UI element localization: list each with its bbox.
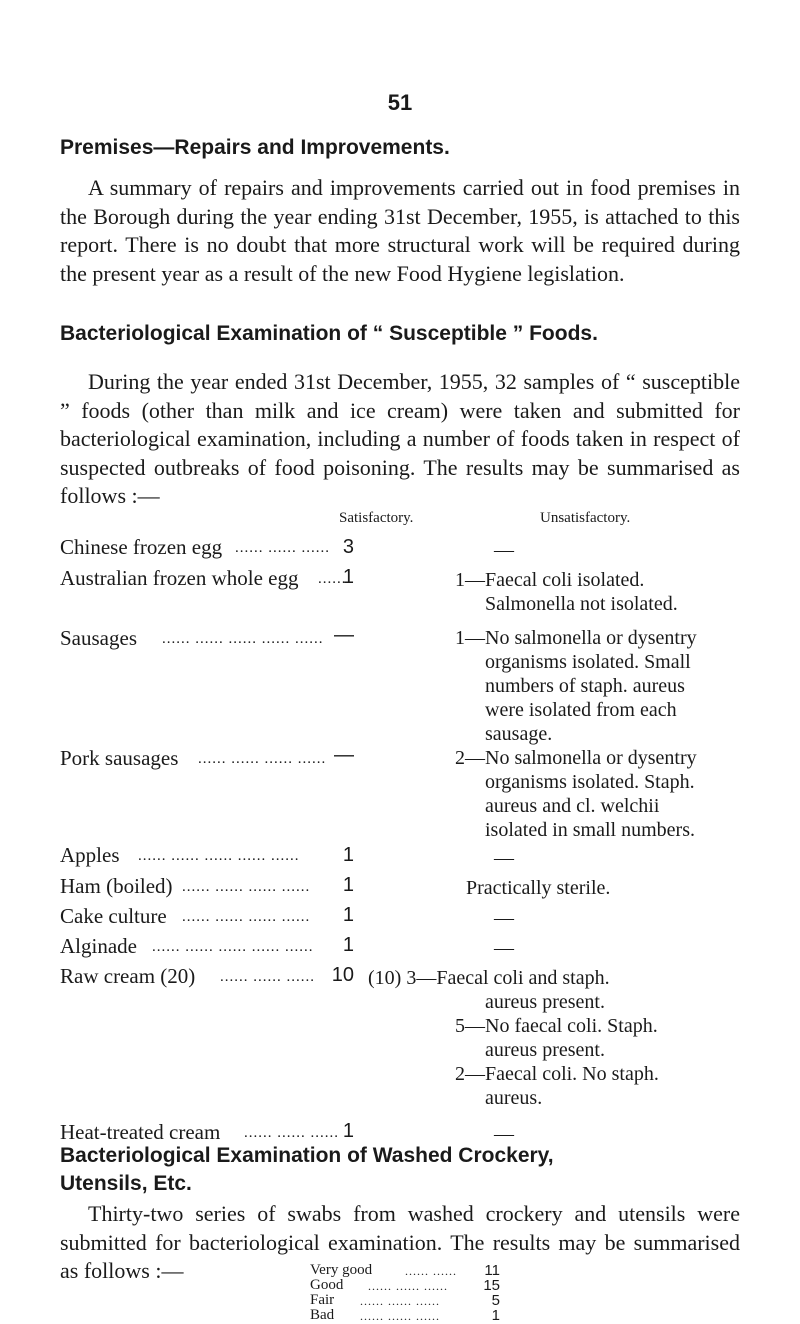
- row-dots: ...... ...... ......: [220, 969, 315, 985]
- unsat-line: —: [494, 847, 514, 869]
- row-name: Pork sausages: [60, 746, 179, 770]
- row-satisfactory: 1: [342, 874, 354, 896]
- row-dots: ...... ...... ...... ......: [182, 879, 311, 895]
- unsat-line: aureus and cl. welchii: [485, 795, 660, 817]
- row-unsatisfactory: [494, 538, 779, 562]
- heading-washed-crockery-line1: Bacteriological Examination of Washed Crockery,: [60, 1144, 554, 1167]
- unsat-line: were isolated from each: [485, 699, 677, 721]
- heading-susceptible-foods: Bacteriological Examination of “ Susceptible ” Foods.: [60, 322, 598, 345]
- row-name: Sausages: [60, 626, 137, 650]
- row-satisfactory: —: [334, 744, 354, 766]
- row-dots: ...... ...... ...... ...... ......: [152, 939, 314, 955]
- unsat-line: isolated in small numbers.: [485, 819, 695, 841]
- heading-washed-crockery: [60, 1142, 554, 1198]
- crockery-result-value: 11: [484, 1262, 500, 1279]
- row-satisfactory: 1: [342, 934, 354, 956]
- row-dots: ...... ...... ...... ...... ......: [138, 848, 300, 864]
- row-name: Heat-treated cream: [60, 1120, 221, 1144]
- row-name: Apples: [60, 843, 120, 867]
- unsat-line: —: [494, 1123, 514, 1145]
- crockery-result-dots: ...... ...... ......: [360, 1309, 440, 1323]
- unsat-line: aureus present.: [485, 991, 605, 1013]
- unsat-line: 2—No salmonella or dysentry: [455, 747, 697, 769]
- row-satisfactory: 1: [342, 904, 354, 926]
- row-unsatisfactory: [494, 936, 779, 960]
- crockery-result-dots: ...... ...... ......: [360, 1294, 440, 1308]
- crockery-result-label: Good: [310, 1277, 344, 1293]
- unsat-line: sausage.: [485, 723, 553, 745]
- column-header-unsatisfactory: Unsatisfactory.: [540, 510, 631, 526]
- paragraph-susceptible-foods-text: During the year ended 31st December, 1955, 32 samples of “ susceptible ” foods (other than milk and ice cream) were taken and submitted for bacteriological examination, including a number of foods taken in respect of suspected outbreaks of food poisoning. The results may be summarised as follows :—: [60, 369, 740, 508]
- unsat-line: Practically sterile.: [466, 877, 611, 899]
- row-name: Ham (boiled): [60, 874, 173, 898]
- row-name: Chinese frozen egg: [60, 535, 223, 559]
- row-unsatisfactory: [455, 568, 740, 616]
- row-dots: ...... ...... ......: [244, 1125, 339, 1141]
- heading-washed-crockery-line2: Utensils, Etc.: [60, 1172, 192, 1195]
- page-number: 51: [387, 90, 413, 115]
- unsat-line: 2—Faecal coli. No staph.: [455, 1063, 659, 1085]
- crockery-result-label: Fair: [310, 1292, 335, 1308]
- unsat-line: organisms isolated. Small: [485, 651, 691, 673]
- paragraph-susceptible-foods: [60, 368, 740, 511]
- unsat-line: —: [494, 907, 514, 929]
- unsat-line: aureus present.: [485, 1039, 605, 1061]
- row-satisfactory: 1: [342, 566, 354, 588]
- row-unsatisfactory: [494, 846, 779, 870]
- unsat-line: Salmonella not isolated.: [485, 593, 678, 615]
- crockery-result-value: 1: [491, 1307, 500, 1324]
- unsat-line: aureus.: [485, 1087, 543, 1109]
- unsat-line: (10) 3—Faecal coli and staph.: [368, 967, 610, 989]
- crockery-result-value: 15: [483, 1277, 500, 1294]
- unsat-line: organisms isolated. Staph.: [485, 771, 695, 793]
- row-dots: ...... ...... ...... ......: [182, 909, 311, 925]
- row-satisfactory: —: [334, 624, 354, 646]
- unsat-line: —: [494, 937, 514, 959]
- row-name: Cake culture: [60, 904, 167, 928]
- crockery-result-value: 5: [491, 1292, 500, 1309]
- paragraph-washed-crockery-text: Thirty-two series of swabs from washed crockery and utensils were submitted for bacteriological examination. The results may be summarised as follows :—: [60, 1201, 740, 1283]
- row-unsatisfactory: [368, 966, 740, 1110]
- unsat-line: numbers of staph. aureus: [485, 675, 685, 697]
- row-dots: ...... ...... ...... ...... ......: [162, 631, 324, 647]
- row-name: Alginade: [60, 934, 137, 958]
- row-dots: ...... ...... ......: [235, 540, 330, 556]
- paragraph-premises: [60, 174, 740, 288]
- row-satisfactory: 1: [342, 844, 354, 866]
- unsat-line: 1—Faecal coli isolated.: [455, 569, 645, 591]
- crockery-result-label: Very good: [310, 1262, 373, 1278]
- crockery-result-label: Bad: [310, 1307, 335, 1323]
- row-dots: ......: [318, 571, 347, 587]
- unsat-line: —: [494, 539, 514, 561]
- paragraph-premises-text: A summary of repairs and improvements carried out in food premises in the Borough during the year ending 31st December, 1955, is attached to this report. There is no doubt that more structural work will be required during the present year as a result of the new Food Hygiene legislation.: [60, 175, 740, 286]
- row-satisfactory: 10: [331, 964, 354, 986]
- heading-premises: Premises—Repairs and Improvements.: [60, 136, 450, 159]
- row-unsatisfactory: [455, 626, 740, 746]
- crockery-result-dots: ...... ...... ......: [368, 1279, 448, 1293]
- unsat-line: 1—No salmonella or dysentry: [455, 627, 697, 649]
- row-satisfactory: 3: [342, 536, 354, 558]
- row-name: Australian frozen whole egg: [60, 566, 299, 590]
- crockery-result-dots: ...... ......: [405, 1264, 457, 1278]
- row-unsatisfactory: [466, 876, 751, 900]
- column-header-satisfactory: Satisfactory.: [339, 510, 414, 526]
- row-name: Raw cream (20): [60, 964, 196, 988]
- row-unsatisfactory: [494, 906, 779, 930]
- row-unsatisfactory: [455, 746, 740, 842]
- paragraph-washed-crockery: [60, 1200, 740, 1286]
- row-satisfactory: 1: [342, 1120, 354, 1142]
- row-dots: ...... ...... ...... ......: [198, 751, 327, 767]
- unsat-line: 5—No faecal coli. Staph.: [455, 1015, 658, 1037]
